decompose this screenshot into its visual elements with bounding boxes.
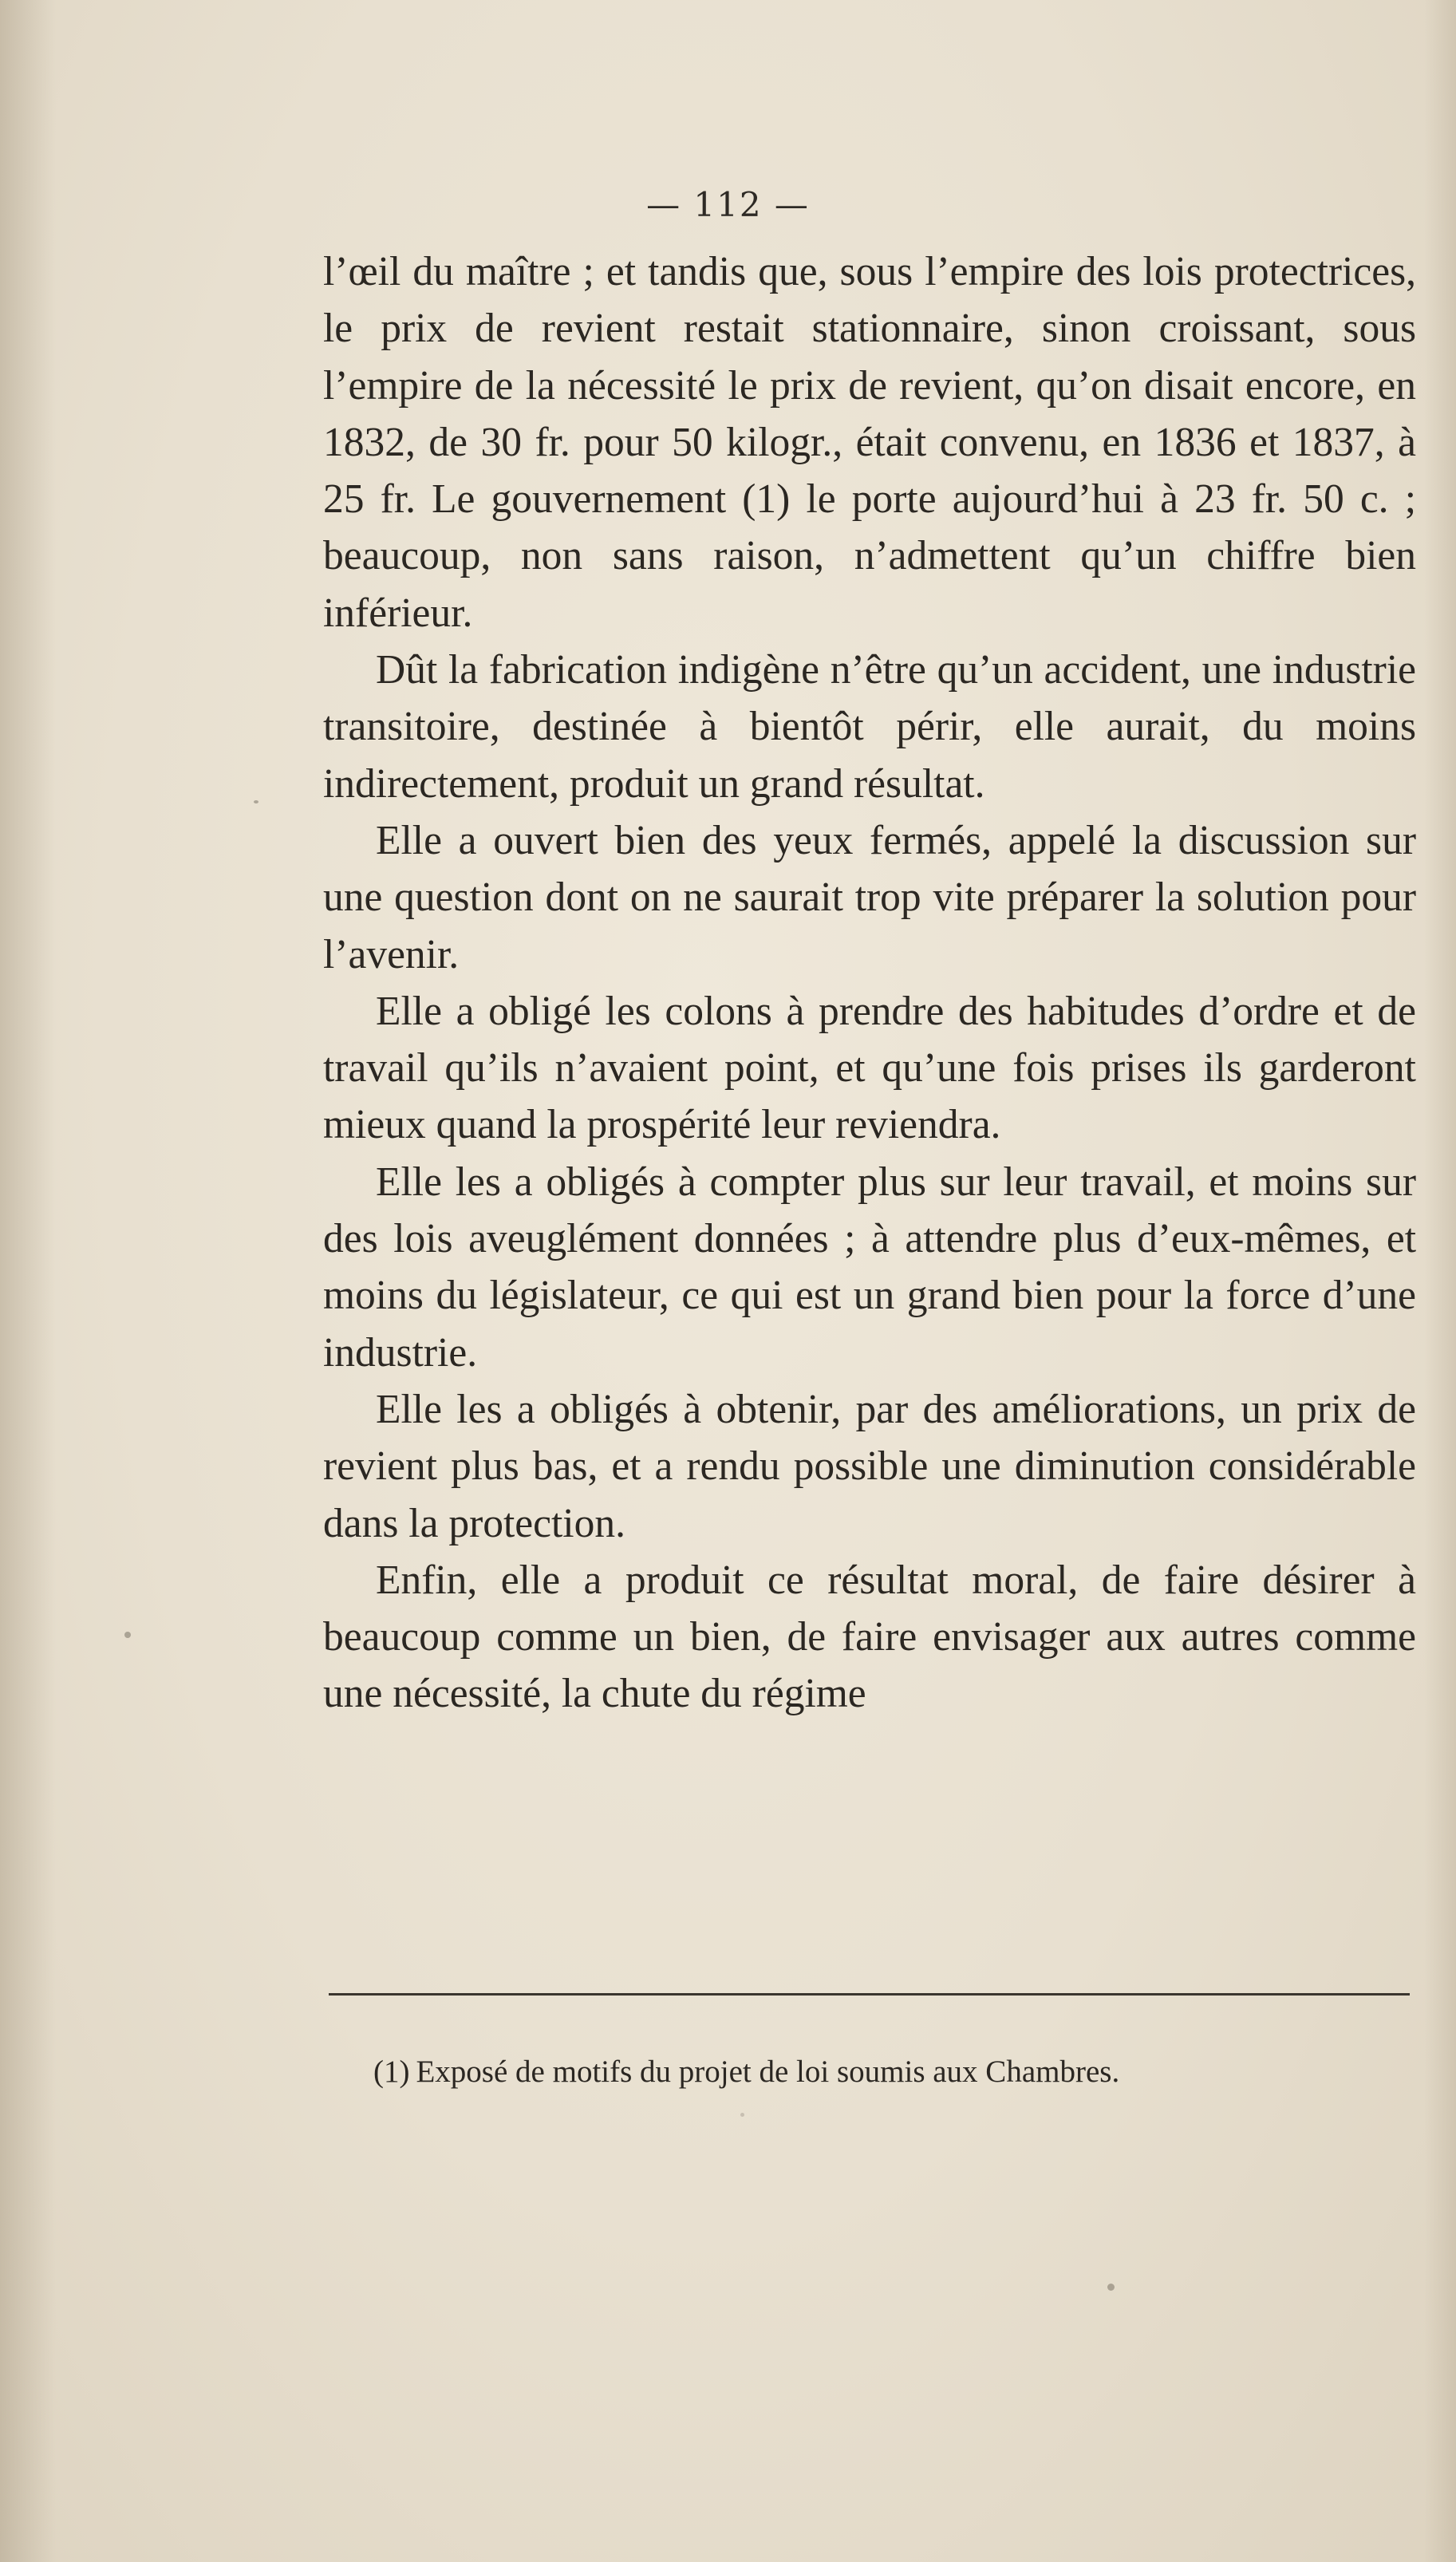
paper-speck <box>740 2113 744 2117</box>
paper-speck <box>1107 2284 1115 2291</box>
paper-speck <box>254 800 258 803</box>
paper-speck <box>124 1632 131 1638</box>
footnote-divider <box>329 1993 1410 1996</box>
paragraph: Enfin, elle a produit ce résultat moral, de faire désirer à beaucoup comme un bien, de faire envisager aux autres comme une nécessité, la chute du régime <box>323 1557 1416 1717</box>
footnote <box>373 2052 1419 2092</box>
paragraph: Dût la fabrication indigène n’être qu’un accident, une industrie transitoire, destinée à bientôt périr, elle aurait, du moins indirectement, produit un grand résultat. <box>323 647 1416 807</box>
paragraph-continued: l’œil du maître ; et tandis que, sous l’empire des lois protectrices, le prix de revient restait stationnaire, sinon croissant, sous l’empire de la nécessité le prix de revient, qu’on disait encore, en 1832, de 30 fr. pour 50 kilogr., était convenu, en 1836 et 1837, à 25 fr. Le gouvernement (1) le porte aujourd’hui à 23 fr. 50 c. ; beaucoup, non sans raison, n’admettent qu’un chiffre bien inférieur. <box>323 249 1416 636</box>
body-text <box>323 243 1416 1723</box>
footnote-marker: (1) <box>373 2055 410 2089</box>
paragraph: Elle les a obligés à obtenir, par des améliorations, un prix de revient plus bas, et a rendu possible une diminution considérable dans la protection. <box>323 1386 1416 1546</box>
paragraph: Elle a ouvert bien des yeux fermés, appelé la discussion sur une question dont on ne saurait trop vite préparer la solution pour l’avenir. <box>323 817 1416 977</box>
page-number: — 112 — <box>646 185 810 224</box>
footnote-text: Exposé de motifs du projet de loi soumis aux Chambres. <box>416 2055 1120 2089</box>
paragraph: Elle les a obligés à compter plus sur leur travail, et moins sur des lois aveuglément données ; à attendre plus d’eux-mêmes, et moins du législateur, ce qui est un grand bien pour la force d’une industrie. <box>323 1159 1416 1376</box>
paragraph: Elle a obligé les colons à prendre des habitudes d’ordre et de travail qu’ils n’avaient point, et qu’une fois prises ils garderont mieux quand la prospérité leur reviendra. <box>323 988 1416 1148</box>
